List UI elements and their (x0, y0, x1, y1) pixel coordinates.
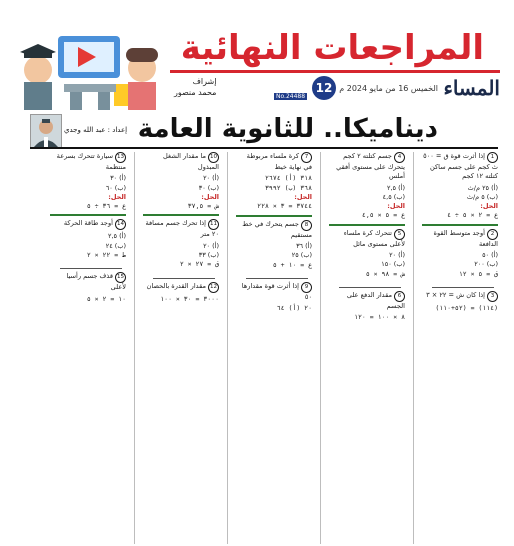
question-number: 13 (115, 152, 126, 163)
question (329, 291, 405, 311)
answer-label: الحل: (108, 192, 126, 201)
answer-option: (ب) ٣٠ (198, 183, 219, 192)
article-column (422, 152, 498, 544)
question-number: 12 (208, 282, 219, 293)
question-number: 5 (394, 229, 405, 240)
question-number: 9 (301, 282, 312, 293)
answer-option: (أ) ٢,٥ (386, 183, 405, 192)
handwriting-line (153, 272, 215, 279)
answer-option: (أ) ٢,٥ (107, 232, 126, 241)
question-number: 6 (394, 291, 405, 302)
question-text: أوجد متوسط القوة الدافعة (433, 228, 498, 248)
newspaper-logo: المساء (443, 76, 500, 100)
question-number: 15 (115, 272, 126, 283)
page-header (0, 0, 514, 112)
answer-option: (ب) ٦٠ (105, 183, 126, 192)
answer-option: (ب) ٣٣ (198, 251, 219, 260)
section-divider (329, 224, 405, 226)
question (422, 152, 498, 182)
question (422, 229, 498, 249)
question-text: جسم كتلته ٢ كجم يتحرك على مستوى أفقي أملس (336, 152, 405, 181)
article-column (50, 152, 126, 544)
question-text: مقدار القدرة بالحصان (146, 281, 206, 290)
question-number: 7 (301, 152, 312, 163)
header-divider (170, 70, 500, 73)
question-number: 10 (208, 152, 219, 163)
author-photo (30, 114, 62, 148)
question-text: إذا أثرت قوة ق = ٥٠٠ ث كجم على جسم ساكن كتلته ١٢ كجم (423, 152, 498, 181)
handwriting-line (432, 281, 494, 288)
column-separator (134, 152, 135, 544)
question (143, 219, 219, 239)
author-credit: إعداد : عبد الله وجدي (64, 126, 128, 134)
answer-option: (ب) ٢٤ (105, 241, 126, 250)
section-divider (236, 215, 312, 217)
issue-date: الخميس 16 من مايو 2024 م (339, 84, 438, 93)
answer-label: الحل: (294, 193, 312, 202)
handwriting-line (339, 281, 401, 288)
equation-line: ٨ × ١٠٠ = ١٢٠ (354, 313, 405, 322)
equation-line: ع = ٣٦ ÷ ٥ (86, 202, 126, 211)
answer-option: (ب) ٥ م/ث (466, 193, 498, 202)
equation-line: ١٠ = ٢ × ٥ (86, 294, 126, 303)
column-separator (227, 152, 228, 544)
article-column (143, 152, 219, 544)
question-number: 4 (394, 152, 405, 163)
supervision-label: إشراف (192, 77, 217, 86)
handwriting-line (246, 272, 308, 279)
answer-option: (أ) ٢٠ (203, 241, 219, 250)
section-title: المراجعات النهائية (180, 28, 484, 68)
section-divider (50, 214, 126, 216)
answer-option: (ب) ١٥٠ (381, 260, 405, 269)
title-underline (30, 147, 498, 149)
question-number: 2 (487, 229, 498, 240)
equation-line: ش = ٣٧,٥ (187, 202, 219, 211)
question-text: مقدار الدفع على الجسم (346, 291, 405, 311)
answer-label: الحل: (201, 192, 219, 201)
equation-line: ق = ٢٧ × ٢ (179, 260, 219, 269)
issue-number: No.24488 (276, 93, 306, 100)
article-column (236, 152, 312, 544)
page-edge-ornament (0, 114, 22, 546)
question-text: تتحرك كرة ملساء لأعلى مستوى مائل (343, 228, 405, 248)
question (422, 291, 498, 302)
equation-line: ط = ٢٢ × ٢ (86, 250, 126, 259)
answer-option: (أ) ٢٠ (203, 174, 219, 183)
question-number: 1 (487, 152, 498, 163)
question-text: ما مقدار الشغل المبذول (163, 152, 219, 171)
question (50, 272, 126, 292)
header-meta (170, 76, 500, 104)
question-text: سيارة تتحرك بسرعة منتظمة (56, 152, 126, 171)
equation-line: ٢٠ (أ) ٦٤ (276, 304, 312, 313)
article-title-band (30, 114, 498, 148)
handwriting-line (60, 262, 122, 269)
answer-option: (أ) ٢٠ (389, 251, 405, 260)
column-separator (413, 152, 414, 544)
question-text: إذا كان ش = ٢٢ × ٣ (426, 291, 485, 300)
equation-line: ش = ٩٨ × ٥ (365, 269, 405, 278)
equation-line: ٣١٨ (أ) ٢٦٧٤ (265, 174, 312, 183)
question-text: قذف جسم رأسيا لأعلى (66, 272, 126, 292)
answer-label: الحل: (387, 202, 405, 211)
answer-option: (أ) ٥٠ (482, 251, 498, 260)
section-divider (143, 214, 219, 216)
question-number: 8 (301, 220, 312, 231)
question (329, 229, 405, 249)
equation-line: ع = ٢ × ٥ ÷ ٤ (447, 211, 498, 220)
supervision-credit (174, 76, 216, 98)
author-portrait-icon (31, 115, 61, 147)
answer-option: (ب) ٢٠٠ (474, 260, 498, 269)
question-number: 3 (487, 291, 498, 302)
equation-line: ع = ٥ × ٤,٥ (361, 211, 405, 220)
equation-line: ٣٧٤٤ = ٣ × ٢٢٨ (257, 202, 312, 211)
section-divider (422, 224, 498, 226)
equation-line: (١١٤) = (٥٢+١١٠) (435, 304, 498, 313)
answer-option: (ب) ٤,٥ (382, 193, 405, 202)
answer-option: (أ) ٢٥ م/ث (467, 183, 498, 192)
question (50, 219, 126, 230)
answer-option: (أ) ٣٠ (110, 174, 126, 183)
question (50, 152, 126, 172)
answer-label: الحل: (480, 202, 498, 211)
equation-line: ع = ١٠ + ٥ (272, 260, 312, 269)
question (143, 152, 219, 172)
question (329, 152, 405, 182)
question-number: 11 (208, 219, 219, 230)
article-title: ديناميكا.. للثانوية العامة (137, 114, 438, 144)
equation-line: ٣٠٠٠ = ٣٠ × ١٠٠ (160, 294, 219, 303)
question (236, 220, 312, 240)
question (236, 152, 312, 172)
article-column (329, 152, 405, 544)
question-number: 14 (115, 219, 126, 230)
question-text: كرة ملساء مربوطة في نهاية خيط (246, 152, 312, 171)
equation-line: ٣٦٨ (ب) ٣٩٩٢ (265, 183, 312, 192)
question-text: أوجد طاقة الحركة (63, 219, 113, 228)
question-text: جسم يتحرك في خط مستقيم (242, 219, 312, 239)
answer-option: (ب) ٢٥ (291, 251, 312, 260)
question (236, 282, 312, 302)
students-graduation-illustration (18, 22, 166, 110)
answer-option: (أ) ٣٦ (296, 242, 312, 251)
equation-line: ق = ٥ × ١٢ (458, 269, 498, 278)
article-columns (30, 152, 498, 544)
question (143, 282, 219, 293)
column-separator (320, 152, 321, 544)
page-number-badge: 12 (312, 76, 336, 100)
supervisor-name: محمد منصور (174, 88, 217, 97)
question-text: إذا تحرك جسم مسافة ٢٠ متر (145, 219, 219, 239)
question-text: إذا أثرت قوة مقدارها ٥٠ (241, 282, 312, 302)
